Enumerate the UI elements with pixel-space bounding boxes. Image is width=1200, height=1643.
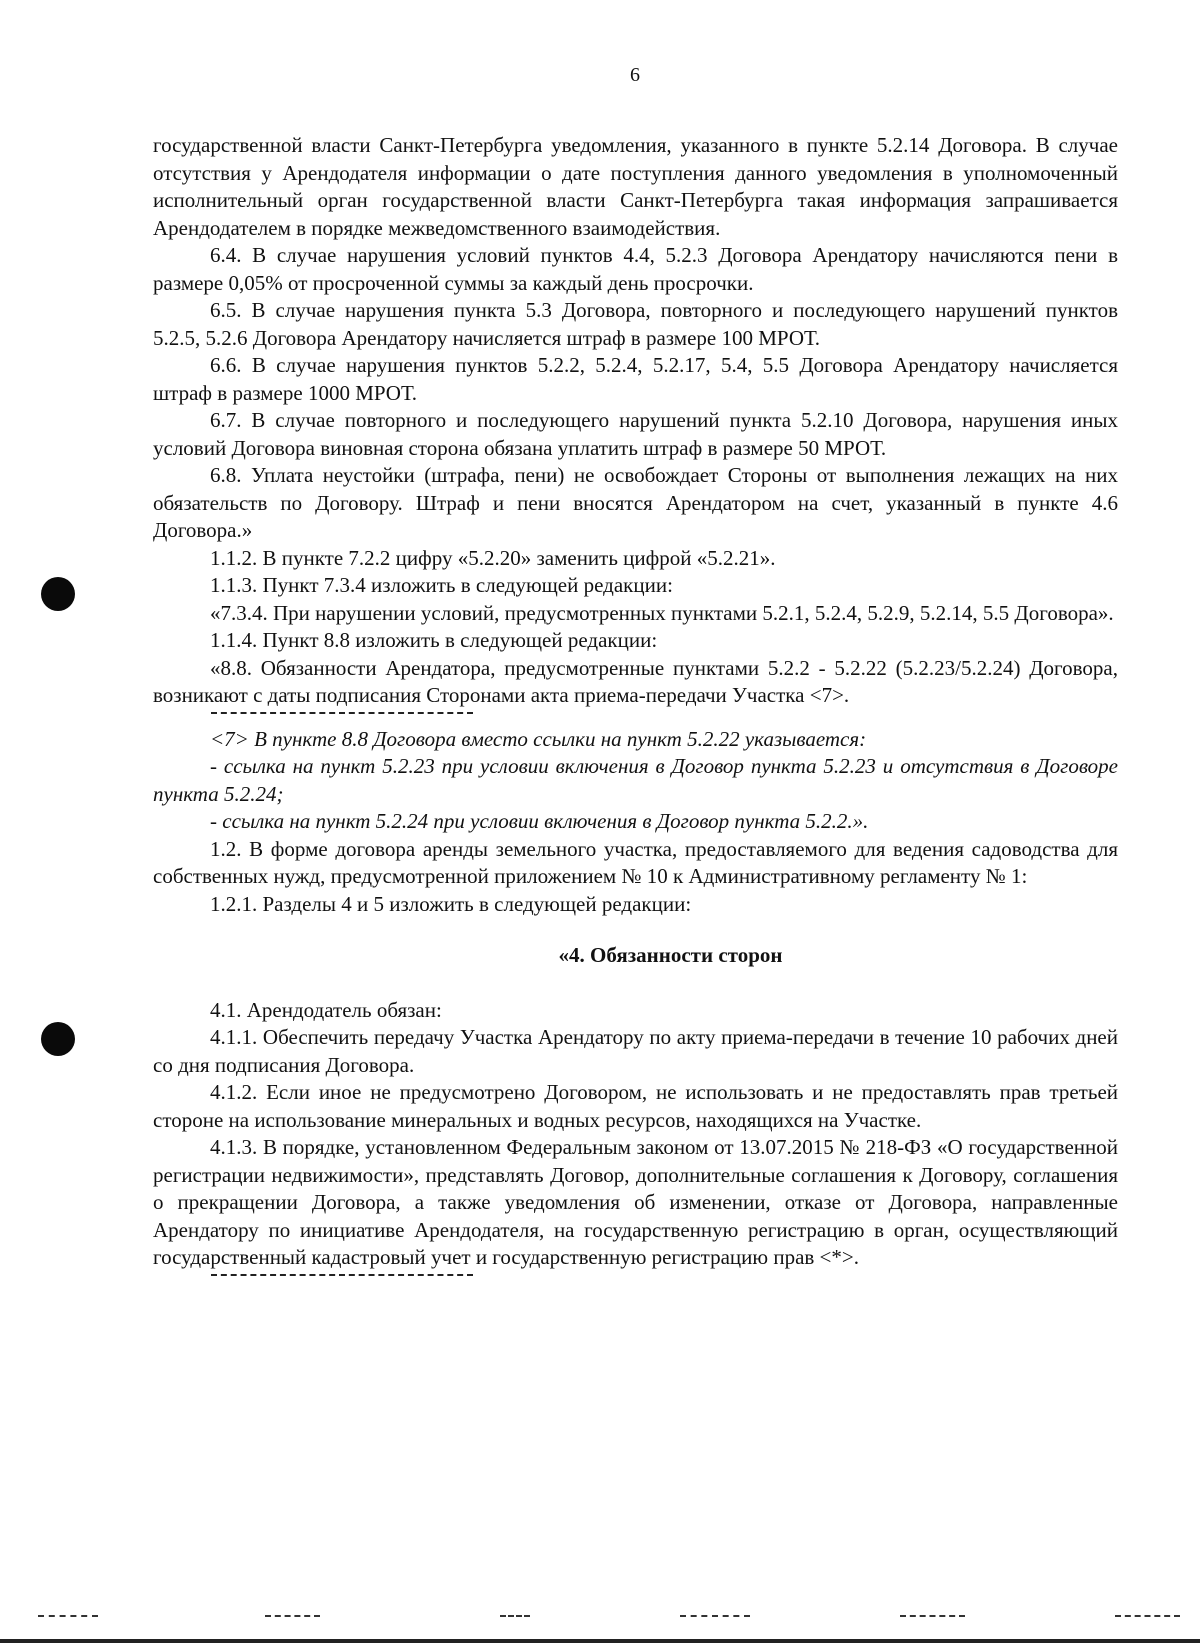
scan-artifact [38, 1615, 98, 1617]
punch-hole [41, 577, 75, 611]
footnote-separator [211, 1274, 473, 1284]
scan-artifact [500, 1615, 530, 1617]
paragraph: 1.1.3. Пункт 7.3.4 изложить в следующей редакции: [210, 573, 673, 597]
paragraph: - ссылка на пункт 5.2.23 при условии включения в Договор пункта 5.2.23 и отсутствия в Договоре пункта 5.2.24; [153, 754, 1118, 806]
paragraph: 6.8. Уплата неустойки (штрафа, пени) не освобождает Стороны от выполнения лежащих на них обязательств по Договору. Штраф и пени вносятся Арендатором на счет, указанный в пункте 4.6 Договора.» [153, 463, 1118, 542]
paragraph: 1.1.2. В пункте 7.2.2 цифру «5.2.20» заменить цифрой «5.2.21». [210, 545, 776, 570]
punch-hole [41, 1022, 75, 1056]
scan-artifact [1115, 1615, 1180, 1617]
scan-border [0, 1639, 1200, 1643]
paragraph: 1.2.1. Разделы 4 и 5 изложить в следующей редакции: [210, 891, 692, 916]
paragraph: 4.1.3. В порядке, установленном Федеральным законом от 13.07.2015 № 218-ФЗ «О государственной регистрации недвижимости», представлять Договор, дополнительные соглашения к Договору, соглашения о прекращении Договора, а также уведомления об изменении, отказе от Договора, направленные Арендатору по инициативе Арендодателя, на государственную регистрацию в орган, осуществляющий государственный кадастровый учет и государственную регистрацию прав <*>. [153, 1135, 1118, 1269]
paragraph: 4.1.1. Обеспечить передачу Участка Арендатору по акту приема-передачи в течение 10 рабочих дней со дня подписания Договора. [153, 1025, 1118, 1077]
paragraph: государственной власти Санкт-Петербурга уведомления, указанного в пункте 5.2.14 Договора. В случае отсутствия у Арендодателя информации о дате поступления данного уведомления в уполномоченный исполнительный орган государственной власти Санкт-Петербурга такая информация запрашивается Арендодателем в порядке межведомственного взаимодействия. [153, 133, 1118, 240]
scan-artifact [265, 1615, 320, 1617]
scan-artifact [900, 1615, 965, 1617]
section-heading: «4. Обязанности сторон [558, 943, 783, 967]
paragraph: 6.6. В случае нарушения пунктов 5.2.2, 5.2.4, 5.2.17, 5.4, 5.5 Договора Арендатору начисляется штраф в размере 1000 МРОТ. [153, 353, 1118, 405]
paragraph: «8.8. Обязанности Арендатора, предусмотренные пунктами 5.2.2 - 5.2.22 (5.2.23/5.2.24) Договора, возникают с даты подписания Сторонами акта приема-передачи Участка <7>. [153, 655, 1118, 707]
paragraph: 4.1. Арендодатель обязан: [210, 997, 442, 1022]
page-number: 6 [630, 64, 640, 86]
paragraph: 1.1.4. Пункт 8.8 изложить в следующей редакции: [210, 628, 658, 652]
footnote-separator [211, 712, 473, 722]
paragraph: - ссылка на пункт 5.2.24 при условии включения в Договор пункта 5.2.2.». [210, 809, 869, 833]
paragraph: <7> В пункте 8.8 Договора вместо ссылки на пункт 5.2.22 указывается: [210, 726, 867, 751]
paragraph: 6.4. В случае нарушения условий пунктов 4.4, 5.2.3 Договора Арендатору начисляются пени в размере 0,05% от просроченной суммы за каждый день просрочки. [153, 243, 1118, 295]
paragraph: 4.1.2. Если иное не предусмотрено Договором, не использовать и не предоставлять прав третьей стороне на использование минеральных и водных ресурсов, находящихся на Участке. [153, 1080, 1118, 1132]
paragraph: «7.3.4. При нарушении условий, предусмотренных пунктами 5.2.1, 5.2.4, 5.2.9, 5.2.14, 5.5 Договора». [210, 600, 1114, 625]
paragraph: 6.7. В случае повторного и последующего нарушений пункта 5.2.10 Договора, нарушения иных условий Договора виновная сторона обязана уплатить штраф в размере 50 МРОТ. [153, 408, 1118, 460]
scan-artifact [680, 1615, 750, 1617]
document-body [153, 132, 1118, 1288]
paragraph: 1.2. В форме договора аренды земельного участка, предоставляемого для ведения садоводства для собственных нужд, предусмотренной приложением № 10 к Административному регламенту № 1: [153, 836, 1118, 888]
paragraph: 6.5. В случае нарушения пункта 5.3 Договора, повторного и последующего нарушений пунктов 5.2.5, 5.2.6 Договора Арендатору начисляется штраф в размере 100 МРОТ. [153, 298, 1118, 350]
